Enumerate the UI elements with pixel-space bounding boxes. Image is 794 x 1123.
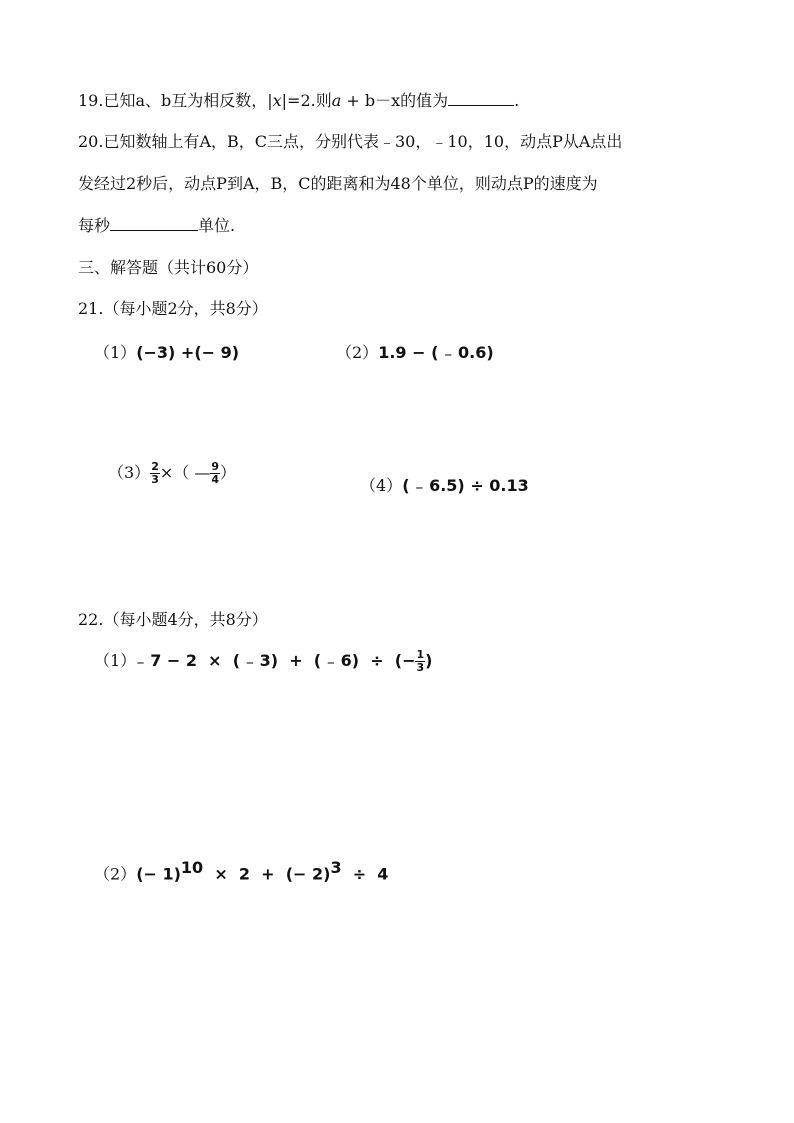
q21-part1	[94, 340, 239, 363]
q20-line3-suffix: 单位.	[198, 216, 236, 235]
q20-answer-blank[interactable]	[110, 216, 198, 231]
question-20-line2: 发经过2秒后，动点P到A，B，C的距离和为48个单位，则动点P的速度为	[78, 174, 598, 193]
q22-p1-label: （1）	[94, 651, 137, 670]
q21-p1-label: （1）	[94, 343, 137, 362]
q22-p2-label: （2）	[94, 864, 137, 884]
question-20-line1: 20.已知数轴上有A，B，C三点，分别代表﹣30，﹣10，10，动点P从A点出	[78, 132, 623, 151]
q22-p1-expr: ₋ 7 − 2 × ( ₋ 3) + ( ₋ 6) ÷ (−	[136, 651, 416, 670]
q22-p2-base1: (− 1)	[136, 864, 181, 884]
section-3-heading: 三、解答题（共计60分）	[78, 258, 259, 277]
question-22-title: 22.（每小题4分，共8分）	[78, 610, 268, 629]
q22-p2-tail: ÷ 4	[341, 864, 389, 884]
q22-part1	[94, 648, 432, 674]
q21-p3-label: （3）	[108, 463, 151, 482]
q22-part2	[94, 858, 388, 884]
question-20-line3	[78, 213, 235, 236]
q21-part3	[108, 460, 236, 486]
q21-p4-label: （4）	[360, 476, 403, 495]
q19-var-x: x	[272, 91, 282, 110]
question-21-title: 21.（每小题2分，共8分）	[78, 299, 268, 318]
q21-p2-label: （2）	[336, 343, 379, 362]
question-19	[78, 88, 519, 111]
q21-part2	[336, 340, 494, 363]
q19-rest: + b－x的值为	[341, 91, 449, 110]
q22-p1-fraction: $\frac{1}{3}$	[416, 647, 425, 674]
q19-var-a: a	[331, 91, 342, 110]
q21-p3-end: ）	[220, 463, 237, 482]
q21-p2-expr: 1.9 − ( ₋ 0.6)	[378, 343, 494, 362]
q19-mid: |=2.则	[281, 91, 332, 110]
q20-line3-prefix: 每秒	[78, 216, 111, 235]
q21-p3-fraction-1: $\frac{2}{3}$	[151, 459, 159, 486]
q19-end: .	[514, 91, 520, 110]
q19-answer-blank[interactable]	[448, 91, 514, 106]
q22-p1-end: )	[425, 651, 433, 670]
q22-p2-exponent-1: 10	[180, 858, 204, 877]
q21-p1-expr: (−3) +(− 9)	[136, 343, 240, 362]
q22-p2-middle: × 2 + (− 2)	[203, 864, 331, 884]
q21-p4-expr: ( ₋ 6.5) ÷ 0.13	[402, 476, 529, 495]
q22-p2-exponent-2: 3	[330, 858, 342, 877]
q19-prefix: 19.已知a、b互为相反数，|	[78, 91, 273, 110]
q21-part4	[360, 473, 529, 496]
q21-p3-fraction-2: $\frac{9}{4}$	[211, 459, 219, 486]
q21-p3-mid: ×（ —	[159, 463, 211, 482]
